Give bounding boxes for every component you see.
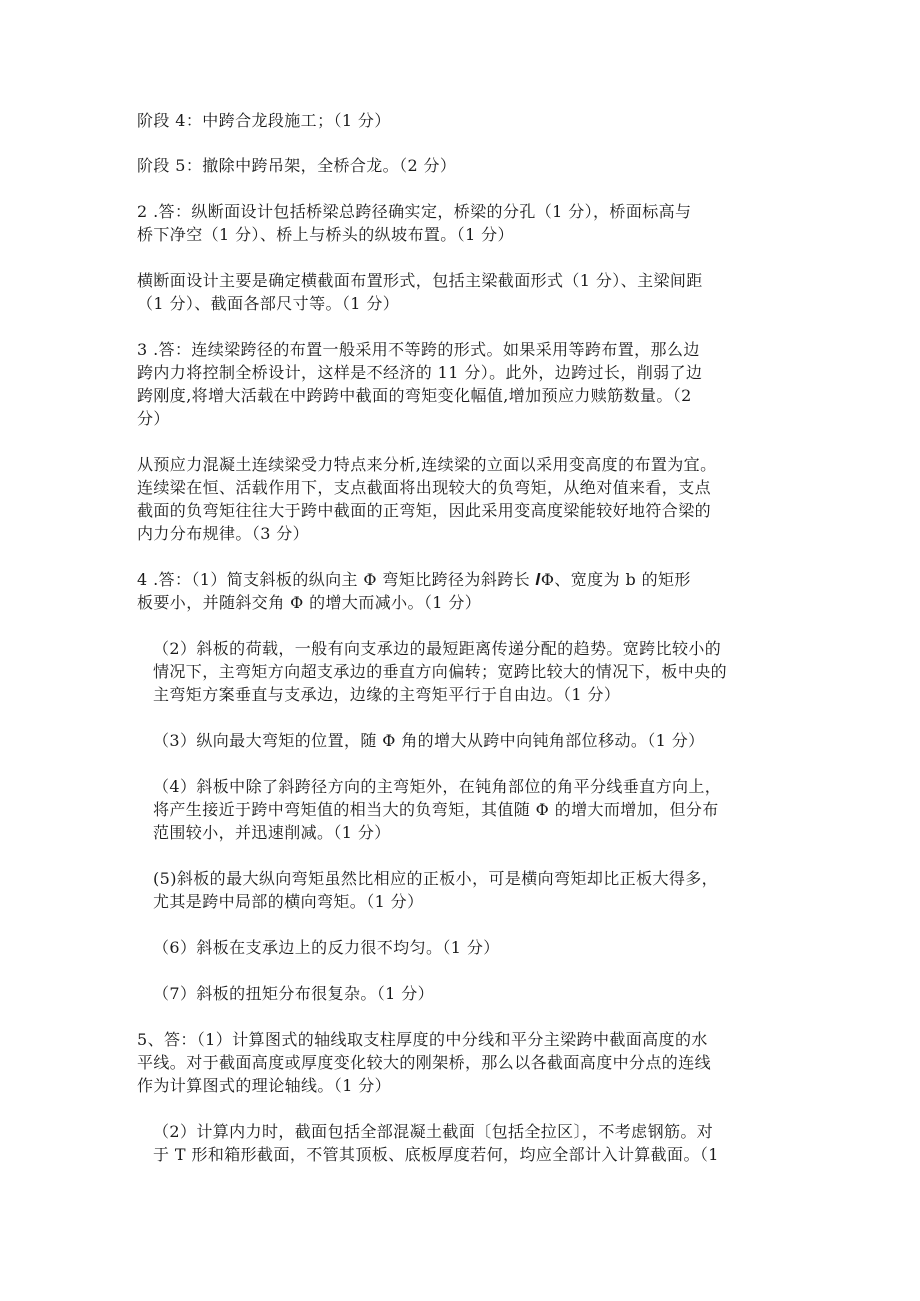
text-line: 平线。对于截面高度或厚度变化较大的刚架桥，那么以各截面高度中分点的连线 [137, 1053, 712, 1072]
paragraph-answer-3b [137, 453, 789, 545]
text-line: 于 T 形和箱形截面，不管其顶板、底板厚度若何，均应全部计入计算截面。（1 [153, 1145, 719, 1164]
paragraph-answer-4-1 [137, 568, 789, 614]
paragraph-answer-4-2 [153, 637, 789, 706]
text-line: 情况下，主弯矩方向超支承边的垂直方向偏转；宽跨比较大的情况下，板中央的 [153, 662, 728, 681]
paragraph-stage-4 [137, 109, 789, 132]
text-line: 阶段 5：撤除中跨吊架，全桥合龙。（2 分） [137, 156, 457, 175]
text-line: 跨刚度,将增大活载在中跨跨中截面的弯矩变化幅值,增加预应力赎筋数量。（2 [137, 386, 692, 405]
text-line: 主弯矩方案垂直与支承边，边缘的主弯矩平行于自由边。（1 分） [153, 685, 621, 704]
paragraph-answer-4-6 [153, 936, 789, 959]
text-line: 作为计算图式的理论轴线。（1 分） [137, 1076, 392, 1095]
text-line: 内力分布规律。（3 分） [137, 524, 310, 543]
paragraph-answer-2a [137, 200, 789, 246]
paragraph-answer-4-3 [153, 729, 789, 752]
text-line: （4）斜板中除了斜跨径方向的主弯矩外，在钝角部位的角平分线垂直方向上， [153, 777, 722, 796]
text-line: （3）纵向最大弯矩的位置，随 Φ 角的增大从跨中向钝角部位移动。（1 分） [153, 731, 705, 750]
paragraph-answer-3a [137, 338, 789, 430]
text-line: 范围较小，并迅速削减。（1 分） [153, 823, 391, 842]
text-line: 截面的负弯矩往往大于跨中截面的正弯矩，因此采用变高度梁能较好地符合梁的 [137, 501, 712, 520]
text-line: 2 .答：纵断面设计包括桥梁总跨径确实定，桥梁的分孔（1 分），桥面标高与 [137, 202, 692, 221]
text-line: （2）计算内力时，截面包括全部混凝土截面〔包括全拉区〕，不考虑钢筋。对 [153, 1122, 714, 1141]
paragraph-answer-4-7 [153, 982, 789, 1005]
paragraph-answer-5-2 [153, 1120, 789, 1166]
paragraph-answer-5-1 [137, 1028, 789, 1097]
text-line: （2）斜板的荷载，一般有向支承边的最短距离传递分配的趋势。宽跨比较小的 [153, 639, 722, 658]
text-line: 3 .答：连续梁跨径的布置一般采用不等跨的形式。如果采用等跨布置，那么边 [137, 340, 700, 359]
text-line: 5、答：（1）计算图式的轴线取支柱厚度的中分线和平分主梁跨中截面高度的水 [137, 1030, 708, 1049]
paragraph-stage-5 [137, 154, 789, 177]
text-line: 桥下净空（1 分）、桥上与桥头的纵坡布置。（1 分） [137, 225, 514, 244]
text-line: 从预应力混凝土连续梁受力特点来分析,连续梁的立面以采用变高度的布置为宜。 [137, 455, 717, 474]
text-line: 阶段 4：中跨合龙段施工；（1 分） [137, 111, 391, 130]
text-line: 尤其是跨中局部的横向弯矩。（1 分） [153, 892, 424, 911]
text-line: （1 分）、截面各部尺寸等。（1 分） [137, 294, 400, 313]
text-line: （7）斜板的扭矩分布很复杂。（1 分） [153, 984, 435, 1003]
paragraph-answer-4-5 [153, 867, 789, 913]
text-line: 连续梁在恒、活载作用下，支点截面将出现较大的负弯矩，从绝对值来看，支点 [137, 478, 712, 497]
paragraph-answer-4-4 [153, 775, 789, 844]
paragraph-answer-2b [137, 269, 789, 315]
text-line: 分） [137, 409, 170, 428]
text-line: （6）斜板在支承边上的反力很不均匀。（1 分） [153, 938, 500, 957]
text-line: 板要小，并随斜交角 Φ 的增大而减小。（1 分） [137, 593, 482, 612]
text-line: 将产生接近于跨中弯矩值的相当大的负弯矩，其值随 Φ 的增大而增加，但分布 [153, 800, 719, 819]
text-line: 横断面设计主要是确定横截面布置形式，包括主梁截面形式（1 分）、主梁间距 [137, 271, 703, 290]
text-line: (5)斜板的最大纵向弯矩虽然比相应的正板小，可是横向弯矩却比正板大得多， [153, 869, 719, 888]
text-line: 跨内力将控制全桥设计，这样是不经济的 11 分）。此外，边跨过长，削弱了边 [137, 363, 703, 382]
text-line: 4 .答：（1）简支斜板的纵向主 Φ 弯矩比跨径为斜跨长 𝑰Φ、宽度为 b 的矩形 [137, 570, 691, 589]
